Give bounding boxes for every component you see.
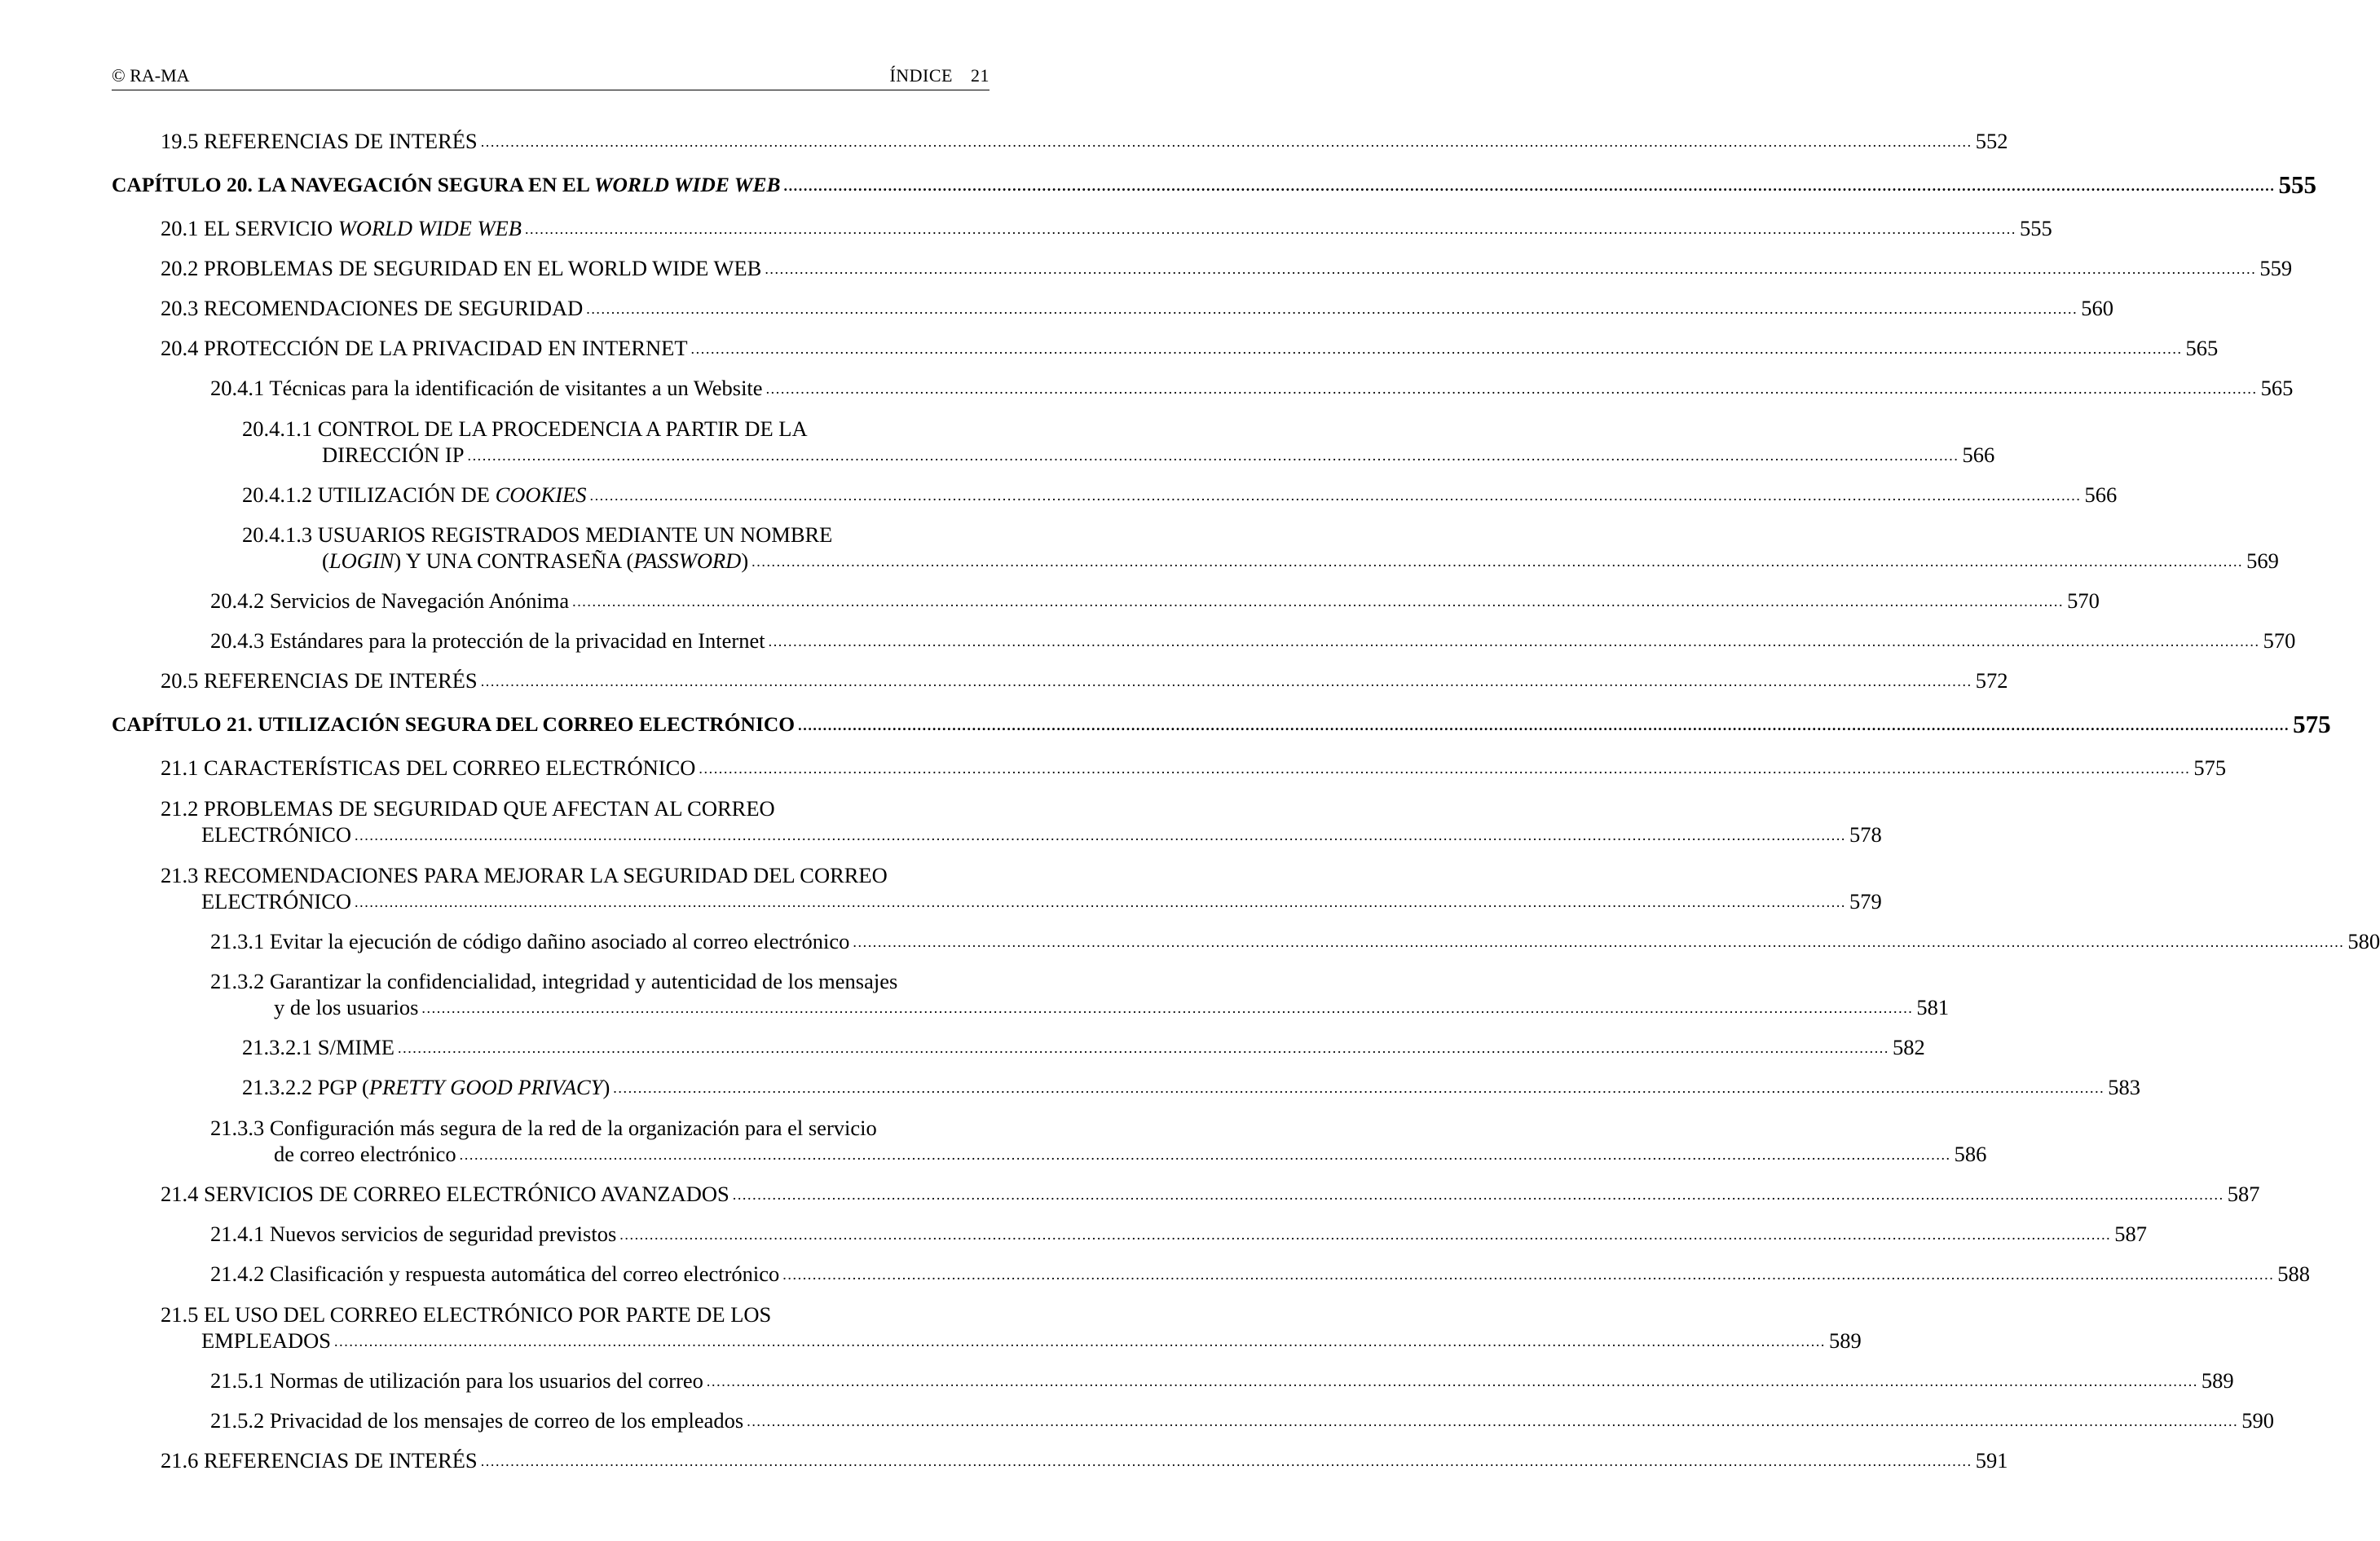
- toc-entry[interactable]: [210, 375, 2294, 401]
- toc-entry-title: 21.4.2 Clasificación y respuesta automática del correo electrónico: [210, 1261, 780, 1286]
- toc-entry-title: 21.4 SERVICIOS DE CORREO ELECTRÓNICO AVANZADOS: [161, 1182, 729, 1206]
- leader-dots: ............................................................................................................................................................................................................................................................................................................: [524, 221, 2016, 237]
- toc-entry-page: 559: [2259, 256, 2293, 280]
- toc-entry-title: CAPÍTULO 20. LA NAVEGACIÓN SEGURA EN EL WORLD WIDE WEB: [112, 173, 781, 196]
- header-section: [889, 65, 989, 86]
- toc-entry-title-line1: 21.3 RECOMENDACIONES PARA MEJORAR LA SEGURIDAD DEL CORREO: [161, 863, 888, 887]
- toc-entry-title-line1: 20.4.1.3 USUARIOS REGISTRADOS MEDIANTE UN NOMBRE: [242, 522, 833, 547]
- toc-entry-page: 589: [2201, 1368, 2234, 1393]
- leader-dots: ............................................................................................................................................................................................................................................................................................................: [421, 1000, 1914, 1016]
- toc-entry-page: 586: [1954, 1142, 1987, 1166]
- leader-dots: ............................................................................................................................................................................................................................................................................................................: [467, 447, 1959, 464]
- toc-entry-title-line1: 20.4.1.1 CONTROL DE LA PROCEDENCIA A PARTIR DE LA: [242, 416, 808, 441]
- toc-entry-page: 587: [2227, 1182, 2260, 1206]
- toc-entry[interactable]: [161, 755, 2227, 781]
- toc-entry-page: 555: [2019, 216, 2052, 240]
- leader-dots: ............................................................................................................................................................................................................................................................................................................: [355, 827, 1847, 843]
- toc-entry-page: 555: [2278, 170, 2316, 199]
- toc-entry-title-line1: 21.3.3 Configuración más segura de la red de la organización para el servicio: [210, 1116, 877, 1140]
- toc-entry-page: 566: [1962, 442, 1995, 467]
- toc-entry-title: ELECTRÓNICO: [201, 822, 352, 847]
- toc-entry-title: 20.5 REFERENCIAS DE INTERÉS: [161, 668, 478, 693]
- toc-entry[interactable]: [161, 335, 2219, 361]
- leader-dots: ............................................................................................................................................................................................................................................................................................................: [398, 1040, 1889, 1056]
- toc-chapter-entry[interactable]: [112, 710, 2331, 738]
- leader-dots: ............................................................................................................................................................................................................................................................................................................: [732, 1187, 2224, 1203]
- toc-entry[interactable]: [322, 548, 2279, 574]
- leader-dots: ............................................................................................................................................................................................................................................................................................................: [706, 1373, 2198, 1389]
- toc-entry-page: 582: [1893, 1035, 1925, 1059]
- toc-entry[interactable]: [242, 1074, 2141, 1100]
- toc-entry-title: 21.3.2.1 S/MIME: [242, 1035, 394, 1059]
- toc-entry[interactable]: [210, 588, 2100, 614]
- toc-entry-title: (LOGIN) Y UNA CONTRASEÑA (PASSWORD): [322, 548, 749, 573]
- toc-entry-page: 590: [2241, 1408, 2274, 1433]
- toc-entry-title: y de los usuarios: [274, 995, 419, 1019]
- toc-entry-page: 572: [1975, 668, 2008, 693]
- toc-entry-title: de correo electrónico: [274, 1142, 456, 1166]
- toc-entry-title: 21.5.1 Normas de utilización para los usuarios del correo: [210, 1368, 703, 1393]
- toc-entry-title: 21.3.1 Evitar la ejecución de código dañino asociado al correo electrónico: [210, 929, 850, 953]
- leader-dots: ............................................................................................................................................................................................................................................................................................................: [783, 178, 2276, 194]
- leader-dots: ............................................................................................................................................................................................................................................................................................................: [459, 1147, 1951, 1163]
- toc-entry-title-line1: 21.3.2 Garantizar la confidencialidad, integridad y autenticidad de los mensajes: [210, 969, 898, 993]
- toc-entry-page: 565: [2185, 336, 2219, 360]
- toc-entry-title: 21.6 REFERENCIAS DE INTERÉS: [161, 1448, 478, 1473]
- page-header: [112, 62, 989, 90]
- toc-entry-title: 20.4.1 Técnicas para la identificación de visitantes a un Website: [210, 376, 763, 400]
- leader-dots: ............................................................................................................................................................................................................................................................................................................: [586, 301, 2078, 317]
- toc-entry[interactable]: [210, 1221, 2148, 1247]
- toc-entry[interactable]: [201, 821, 1882, 848]
- header-page-number: 21: [971, 65, 989, 86]
- toc-entry[interactable]: [322, 442, 1995, 468]
- toc-entry-title-italic: COOKIES: [495, 482, 587, 507]
- toc-entry-page: 580: [2347, 929, 2380, 953]
- toc-entry-title: 20.4 PROTECCIÓN DE LA PRIVACIDAD EN INTERNET: [161, 336, 688, 360]
- toc-entry[interactable]: [201, 1327, 1862, 1354]
- toc-entry-title-italic: WORLD WIDE WEB: [593, 173, 781, 196]
- toc-entry-title: 20.4.2 Servicios de Navegación Anónima: [210, 588, 570, 613]
- leader-dots: ............................................................................................................................................................................................................................................................................................................: [751, 553, 2244, 570]
- toc-entry[interactable]: [242, 482, 2118, 508]
- toc-entry[interactable]: [274, 994, 1950, 1020]
- leader-dots: ............................................................................................................................................................................................................................................................................................................: [355, 894, 1847, 910]
- toc-entry-page: 570: [2067, 588, 2100, 613]
- toc-entry-title: 20.3 RECOMENDACIONES DE SEGURIDAD: [161, 296, 584, 320]
- toc-entry-page: 578: [1849, 822, 1882, 847]
- toc-entry[interactable]: [210, 1367, 2234, 1394]
- leader-dots: ............................................................................................................................................................................................................................................................................................................: [334, 1333, 1827, 1349]
- toc-entry[interactable]: [201, 888, 1882, 914]
- toc-entry-title: 20.2 PROBLEMAS DE SEGURIDAD EN EL WORLD WIDE WEB: [161, 256, 762, 280]
- toc-entry[interactable]: [210, 1407, 2274, 1433]
- toc-entry-title: ELECTRÓNICO: [201, 889, 352, 914]
- leader-dots: ............................................................................................................................................................................................................................................................................................................: [480, 134, 1972, 150]
- leader-dots: ............................................................................................................................................................................................................................................................................................................: [690, 341, 2183, 357]
- leader-dots: ............................................................................................................................................................................................................................................................................................................: [589, 487, 2082, 504]
- toc-entry-page: 587: [2114, 1222, 2148, 1246]
- toc-entry-page: 569: [2246, 548, 2279, 573]
- toc-entry[interactable]: [161, 255, 2293, 281]
- toc-entry-page: 588: [2277, 1261, 2311, 1286]
- toc-entry[interactable]: [210, 1261, 2311, 1287]
- toc-entry[interactable]: [242, 1034, 1925, 1060]
- toc-entry[interactable]: [161, 1447, 2008, 1473]
- toc-entry-page: 570: [2263, 628, 2296, 653]
- header-copyright: © RA-MA: [112, 65, 190, 86]
- toc-entry-page: 579: [1849, 889, 1882, 914]
- toc-entry-title: 20.4.3 Estándares para la protección de la privacidad en Internet: [210, 628, 765, 653]
- toc-entry[interactable]: [274, 1141, 1987, 1167]
- toc-entry-title: 21.1 CARACTERÍSTICAS DEL CORREO ELECTRÓNICO: [161, 755, 696, 780]
- toc-entry-title-line1: 21.2 PROBLEMAS DE SEGURIDAD QUE AFECTAN AL CORREO: [161, 796, 775, 821]
- toc-entry-page: 575: [2193, 755, 2227, 780]
- leader-dots: ............................................................................................................................................................................................................................................................................................................: [768, 633, 2260, 649]
- toc-entry-title: 19.5 REFERENCIAS DE INTERÉS: [161, 129, 478, 153]
- toc-entry-title-line1: 21.5 EL USO DEL CORREO ELECTRÓNICO POR PARTE DE LOS: [161, 1302, 772, 1327]
- leader-dots: ............................................................................................................................................................................................................................................................................................................: [699, 760, 2191, 777]
- toc-entry-title: 21.4.1 Nuevos servicios de seguridad previstos: [210, 1222, 617, 1246]
- toc-entry-page: 560: [2081, 296, 2113, 320]
- leader-dots: ............................................................................................................................................................................................................................................................................................................: [765, 261, 2257, 277]
- toc-entry[interactable]: [161, 215, 2052, 241]
- toc-entry-page: 581: [1916, 995, 1950, 1019]
- leader-dots: ............................................................................................................................................................................................................................................................................................................: [782, 1266, 2275, 1283]
- toc-entry-title: 21.3.2.2 PGP (PRETTY GOOD PRIVACY): [242, 1075, 610, 1099]
- toc-entry-title-italic: PRETTY GOOD PRIVACY: [368, 1075, 603, 1099]
- toc-entry[interactable]: [161, 1181, 2260, 1207]
- toc-entry[interactable]: [161, 667, 2008, 693]
- toc-entry-title: CAPÍTULO 21. UTILIZACIÓN SEGURA DEL CORREO ELECTRÓNICO: [112, 712, 796, 736]
- toc-entry-title: 20.4.1.2 UTILIZACIÓN DE COOKIES: [242, 482, 587, 507]
- leader-dots: ............................................................................................................................................................................................................................................................................................................: [480, 673, 1972, 689]
- toc-entry-title: EMPLEADOS: [201, 1328, 332, 1353]
- leader-dots: ............................................................................................................................................................................................................................................................................................................: [480, 1453, 1972, 1469]
- toc-entry[interactable]: [210, 928, 2380, 954]
- leader-dots: ............................................................................................................................................................................................................................................................................................................: [572, 593, 2065, 610]
- toc-entry-page: 565: [2260, 376, 2294, 400]
- header-section-label: ÍNDICE: [889, 65, 953, 86]
- toc-entry-page: 591: [1975, 1448, 2008, 1473]
- toc-entry-page: 566: [2084, 482, 2118, 507]
- toc-entry-title: 21.5.2 Privacidad de los mensajes de correo de los empleados: [210, 1408, 744, 1433]
- toc-entry-page: 575: [2293, 710, 2331, 738]
- toc-entry[interactable]: [210, 627, 2296, 654]
- toc-entry[interactable]: [161, 128, 2008, 154]
- leader-dots: ............................................................................................................................................................................................................................................................................................................: [853, 934, 2345, 950]
- leader-dots: ............................................................................................................................................................................................................................................................................................................: [613, 1080, 2105, 1096]
- toc-entry[interactable]: [161, 295, 2113, 321]
- leader-dots: ............................................................................................................................................................................................................................................................................................................: [765, 381, 2258, 397]
- toc-entry-title: 20.1 EL SERVICIO WORLD WIDE WEB: [161, 216, 522, 240]
- toc-entry-page: 552: [1975, 129, 2008, 153]
- toc-entry-page: 583: [2108, 1075, 2141, 1099]
- leader-dots: ............................................................................................................................................................................................................................................................................................................: [798, 717, 2290, 733]
- toc-entry-page: 589: [1829, 1328, 1862, 1353]
- toc-chapter-entry[interactable]: [112, 170, 2316, 199]
- toc-entry-title: DIRECCIÓN IP: [322, 442, 465, 467]
- toc-entry-title-italic: WORLD WIDE WEB: [337, 216, 522, 240]
- leader-dots: ............................................................................................................................................................................................................................................................................................................: [747, 1413, 2239, 1429]
- leader-dots: ............................................................................................................................................................................................................................................................................................................: [619, 1226, 2112, 1243]
